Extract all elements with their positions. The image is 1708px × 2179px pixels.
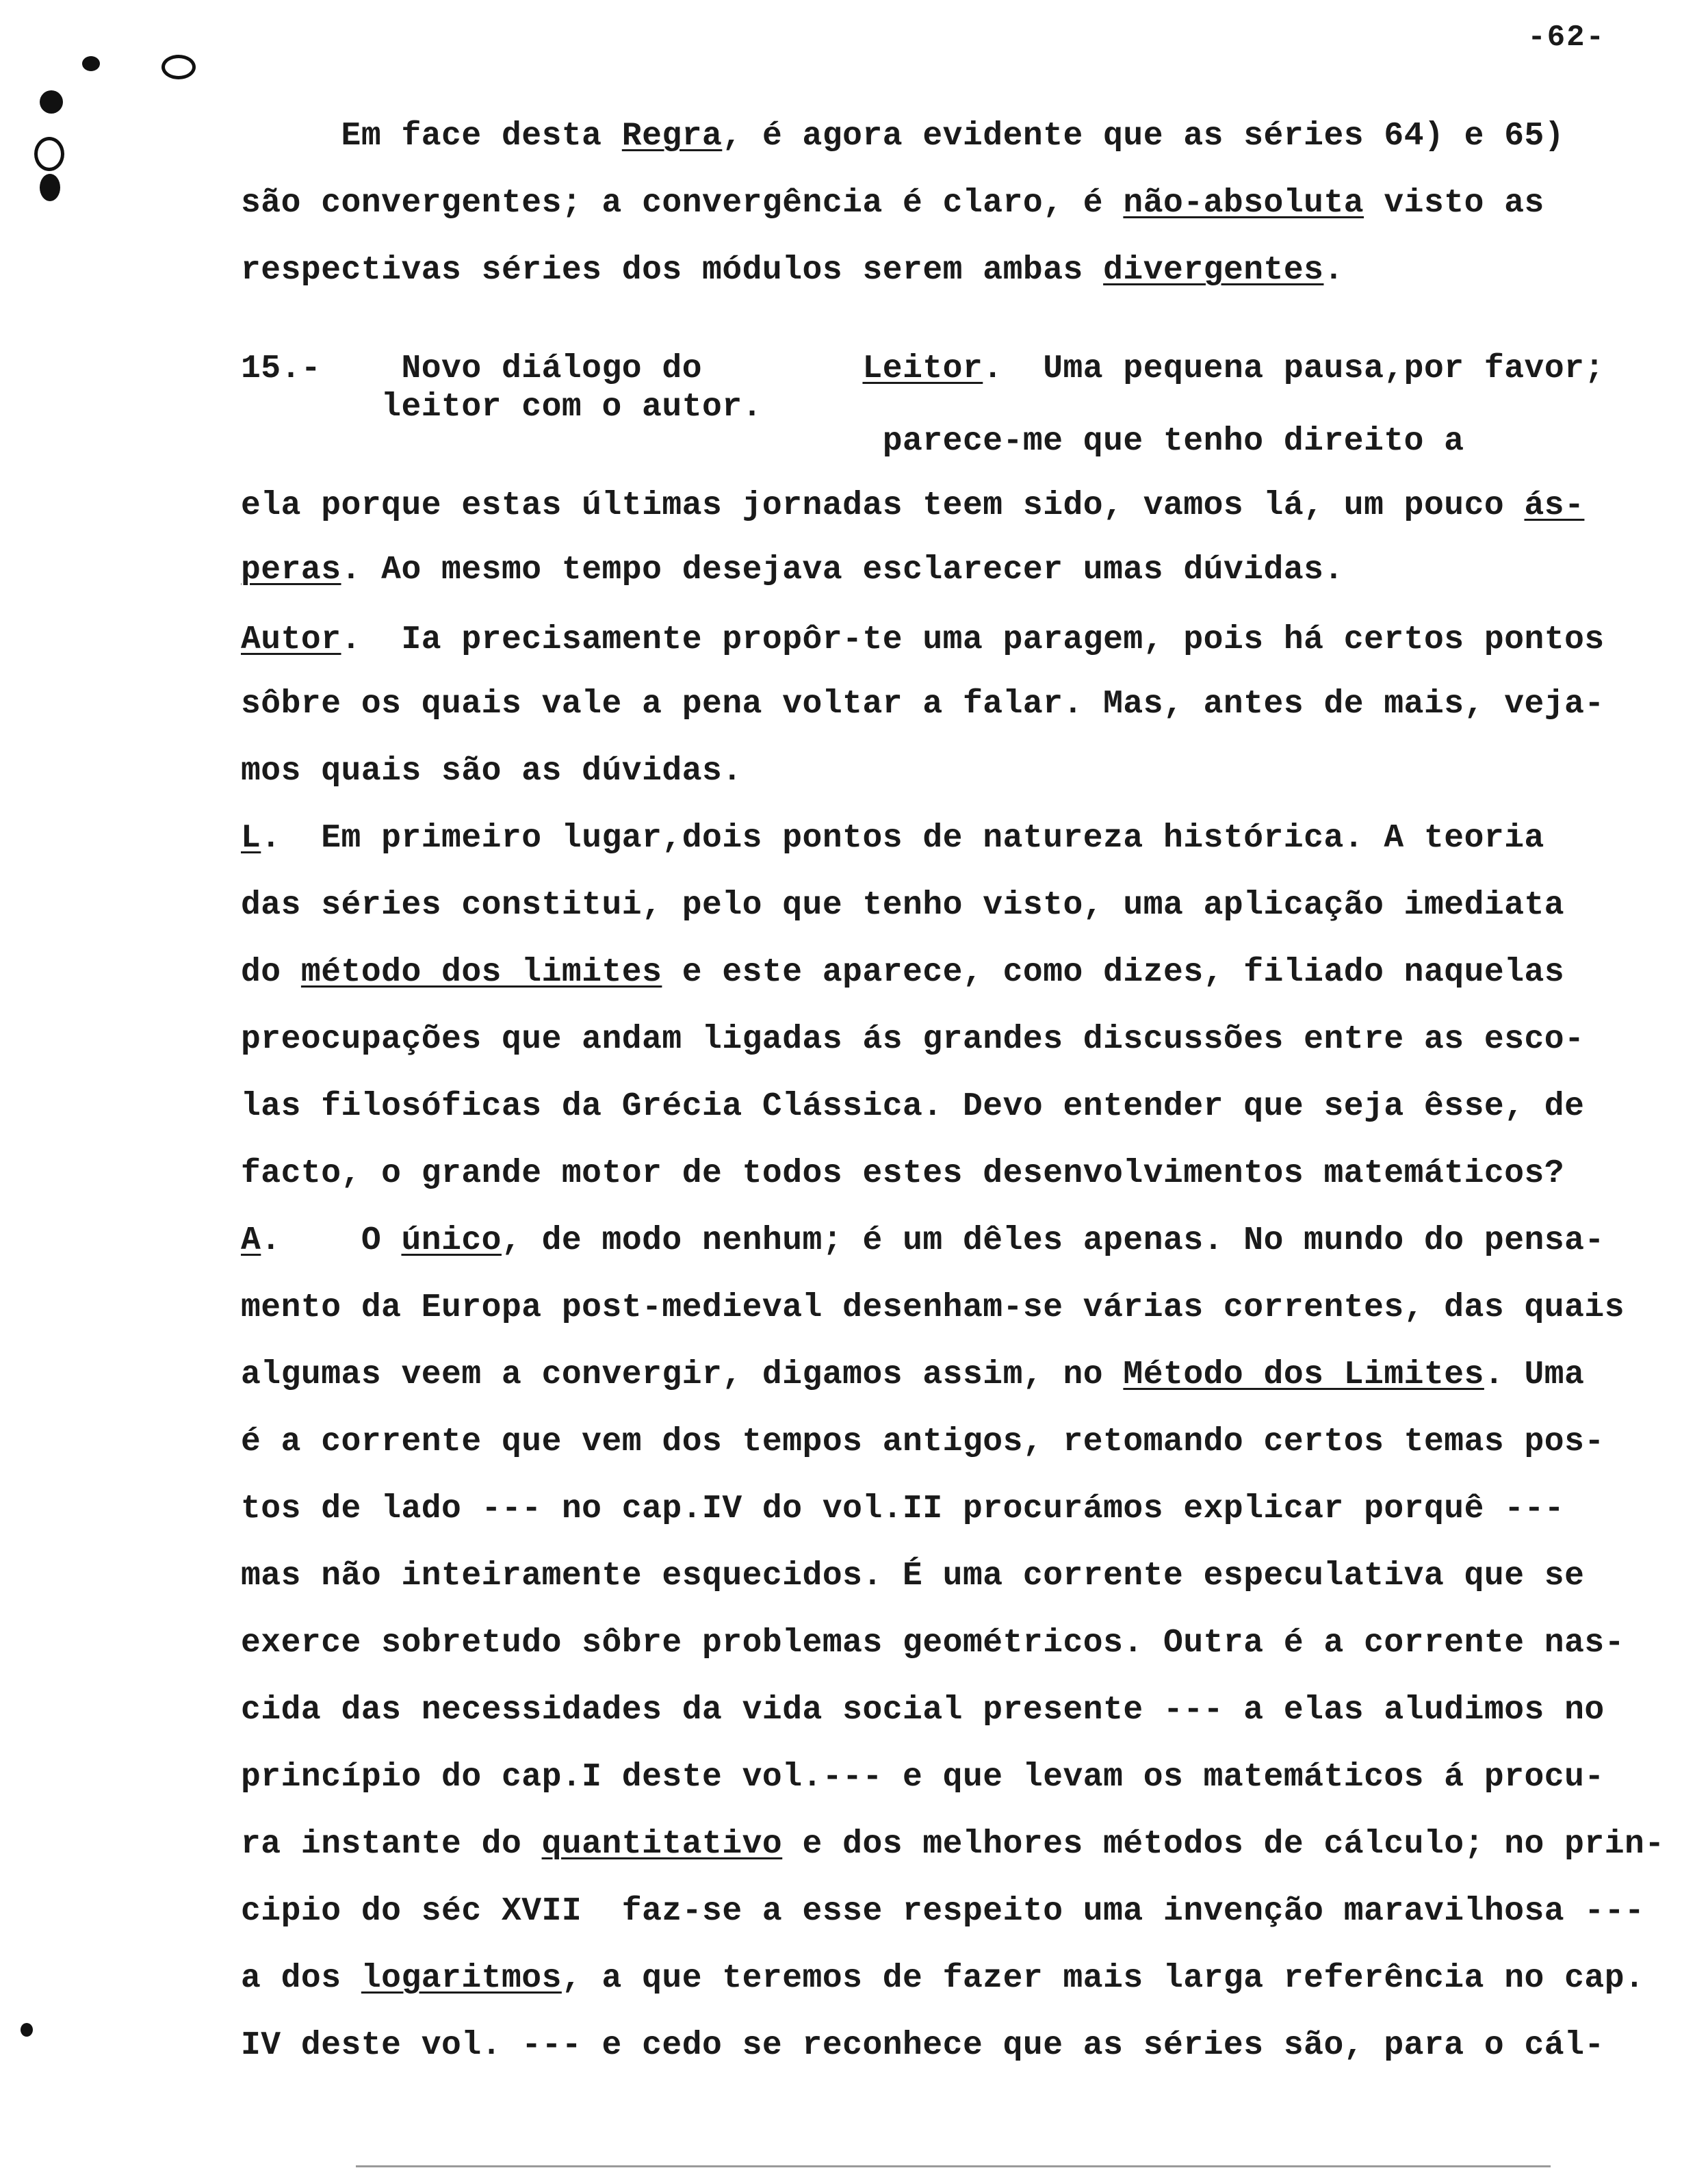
text-span: visto as	[1364, 185, 1544, 222]
text-span: 15.- Novo diálogo do	[241, 350, 863, 387]
underlined-term: Método dos Limites	[1123, 1356, 1484, 1393]
ink-mark	[40, 90, 63, 114]
underlined-term: método dos limites	[300, 954, 662, 991]
text-line	[241, 1690, 1605, 1730]
text-span: do	[241, 954, 301, 991]
underlined-term: L	[241, 820, 261, 857]
underlined-term: logaritmos	[361, 1960, 562, 1997]
underlined-term: A	[241, 1222, 261, 1259]
text-span: algumas veem a convergir, digamos assim, no	[241, 1356, 1124, 1393]
text-span: são convergentes; a convergência é claro, é	[241, 185, 1124, 222]
ink-mark	[21, 2023, 33, 2037]
text-line	[241, 1489, 1564, 1529]
text-line	[241, 818, 1544, 858]
text-span: das séries constitui, pelo que tenho visto, uma aplicação imediata	[241, 887, 1565, 924]
text-span: cida das necessidades da vida social presente --- a elas aludimos no	[241, 1692, 1605, 1729]
text-line	[241, 2026, 1605, 2065]
text-line	[241, 1757, 1605, 1797]
text-span: leitor com o autor.	[241, 389, 762, 426]
text-span: . Ao mesmo tempo desejava esclarecer umas dúvidas.	[341, 552, 1344, 589]
text-line	[241, 550, 1344, 590]
bottom-rule	[356, 2165, 1551, 2167]
text-span: princípio do cap.I deste vol.--- e que levam os matemáticos á procu-	[241, 1759, 1605, 1796]
text-span: las filosóficas da Grécia Clássica. Devo entender que seja êsse, de	[241, 1088, 1585, 1125]
text-span: e dos melhores métodos de cálculo; no prin-	[782, 1826, 1665, 1863]
text-line	[241, 1422, 1605, 1462]
text-span: é a corrente que vem dos tempos antigos, retomando certos temas pos-	[241, 1423, 1605, 1460]
text-line	[241, 1020, 1584, 1059]
ink-mark	[82, 56, 100, 71]
text-span: sôbre os quais vale a pena voltar a falar. Mas, antes de mais, veja-	[241, 686, 1605, 723]
text-span: mos quais são as dúvidas.	[241, 753, 742, 790]
text-span: ela porque estas últimas jornadas teem sido, vamos lá, um pouco	[241, 487, 1525, 524]
text-line	[241, 1288, 1625, 1328]
text-line	[241, 1154, 1564, 1194]
text-line	[241, 751, 742, 791]
text-line	[241, 620, 1605, 660]
underlined-term: não-absoluta	[1123, 185, 1364, 222]
text-span: , é agora evidente que as séries 64) e 65)	[722, 118, 1565, 155]
text-line	[241, 1825, 1665, 1864]
text-line	[241, 1355, 1584, 1395]
text-span: facto, o grande motor de todos estes desenvolvimentos matemáticos?	[241, 1155, 1565, 1192]
text-line	[241, 684, 1605, 724]
text-span: . Uma	[1484, 1356, 1585, 1393]
punch-hole	[161, 55, 196, 79]
underlined-term: único	[401, 1222, 502, 1259]
ink-mark	[40, 174, 60, 201]
text-line	[241, 422, 1464, 461]
text-line	[241, 1221, 1605, 1261]
underlined-term: Autor	[241, 621, 341, 658]
text-span: IV deste vol. --- e cedo se reconhece que as séries são, para o cál-	[241, 2027, 1605, 2064]
underlined-term: quantitativo	[541, 1826, 783, 1863]
underlined-term: Leitor	[862, 350, 983, 387]
punch-hole	[34, 137, 64, 171]
text-line	[241, 250, 1344, 290]
underlined-term: divergentes	[1103, 252, 1324, 289]
text-span: , de modo nenhum; é um dêles apenas. No mundo do pensa-	[501, 1222, 1605, 1259]
text-line	[241, 349, 1605, 389]
text-span: mento da Europa post-medieval desenham-se várias correntes, das quais	[241, 1289, 1625, 1326]
text-line	[241, 953, 1564, 992]
text-span: . Ia precisamente propôr-te uma paragem, pois há certos pontos	[341, 621, 1605, 658]
text-span: exerce sobretudo sôbre problemas geométricos. Outra é a corrente nas-	[241, 1625, 1625, 1662]
text-line	[241, 1623, 1625, 1663]
text-line	[241, 1556, 1584, 1596]
text-line	[241, 1959, 1644, 1998]
text-line	[241, 1087, 1584, 1126]
text-span: . O	[261, 1222, 402, 1259]
text-span: .	[1323, 252, 1344, 289]
text-line	[241, 1892, 1644, 1931]
text-span: tos de lado --- no cap.IV do vol.II procurámos explicar porquê ---	[241, 1491, 1565, 1527]
underlined-term: ás-	[1524, 487, 1585, 524]
text-span: , a que teremos de fazer mais larga referência no cap.	[561, 1960, 1645, 1997]
underlined-term: Regra	[621, 118, 723, 155]
text-line	[241, 183, 1544, 223]
text-line	[241, 886, 1564, 925]
text-span: a dos	[241, 1960, 361, 1997]
text-span: e este aparece, como dizes, filiado naquelas	[662, 954, 1565, 991]
text-span: preocupações que andam ligadas ás grandes discussões entre as esco-	[241, 1021, 1585, 1058]
text-span: cipio do séc XVII faz-se a esse respeito uma invenção maravilhosa ---	[241, 1893, 1645, 1930]
underlined-term: peras	[241, 552, 341, 589]
text-span: parece-me que tenho direito a	[241, 423, 1464, 460]
page-number: -62-	[1527, 21, 1605, 55]
text-line	[241, 486, 1584, 526]
text-line	[241, 116, 1564, 156]
text-span: respectivas séries dos módulos serem ambas	[241, 252, 1104, 289]
text-span: . Uma pequena pausa,por favor;	[983, 350, 1605, 387]
text-span: ra instante do	[241, 1826, 542, 1863]
text-span: Em face desta	[241, 118, 622, 155]
text-span: . Em primeiro lugar,dois pontos de natureza histórica. A teoria	[261, 820, 1544, 857]
text-span: mas não inteiramente esquecidos. É uma corrente especulativa que se	[241, 1558, 1585, 1595]
